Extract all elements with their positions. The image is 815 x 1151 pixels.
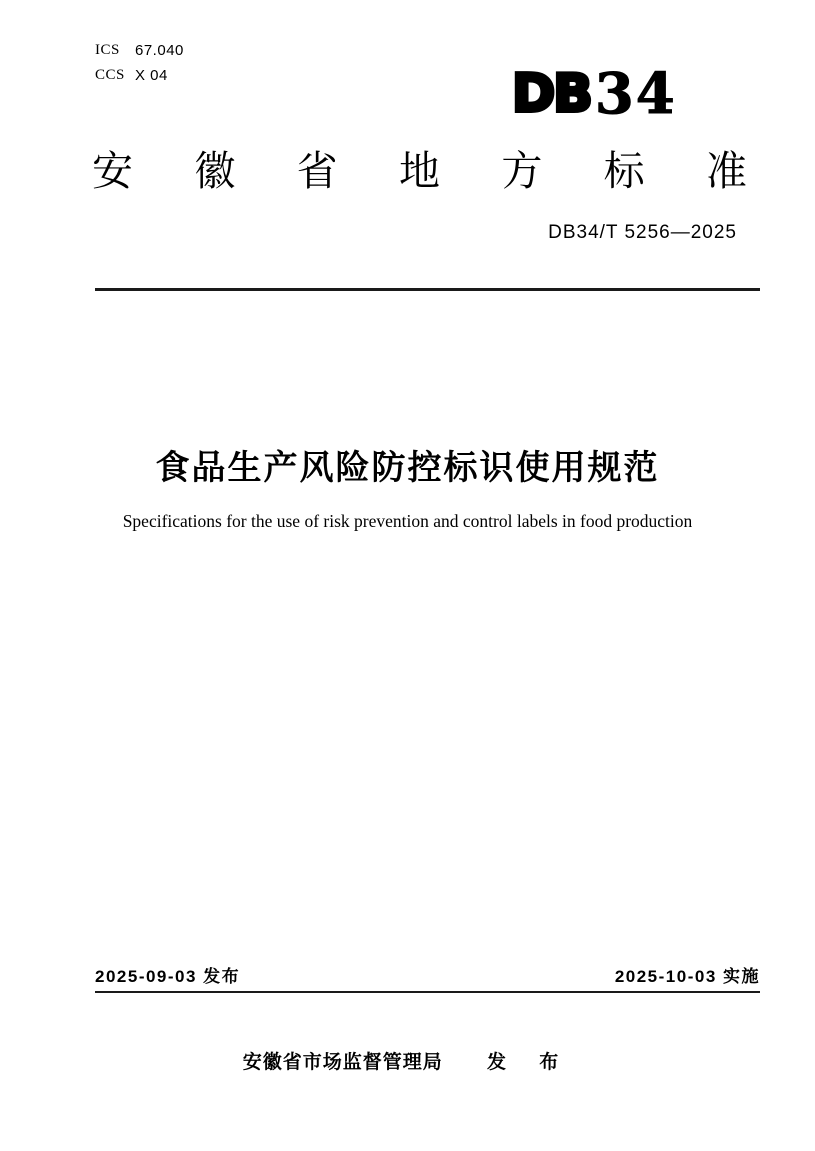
db34-logo-db-text: DB <box>512 64 591 124</box>
classification-codes <box>95 38 184 88</box>
standard-name-char: 省 <box>296 148 338 194</box>
ics-value: 67.040 <box>135 42 184 59</box>
standard-name-char: 地 <box>398 148 440 194</box>
standard-name-heading <box>92 148 747 194</box>
standard-name-char: 准 <box>705 148 747 194</box>
header-divider-line <box>95 288 760 291</box>
standard-name-char: 标 <box>603 148 645 194</box>
standard-name-char: 安 <box>92 148 133 194</box>
ccs-label: CCS <box>95 67 125 83</box>
db34-logo-number: 34 <box>594 61 677 127</box>
standard-number: DB34/T 5256—2025 <box>548 222 737 243</box>
document-title: 食品生产风险防控标识使用规范 <box>155 449 660 487</box>
ics-code-row <box>95 38 184 63</box>
issue-date: 2025-09-03 发布 <box>95 967 241 986</box>
ccs-value: X 04 <box>135 67 168 84</box>
publisher-line <box>0 1047 815 1074</box>
db34-logo <box>512 62 677 126</box>
implement-date: 2025-10-03 实施 <box>614 967 760 986</box>
footer-dates <box>95 962 760 987</box>
document-subtitle-english: Specifications for the use of risk prevention and control labels in food production <box>122 511 693 531</box>
ccs-code-row <box>95 63 184 88</box>
footer-divider-line <box>95 991 760 993</box>
publish-action: 发 布 <box>487 1052 573 1073</box>
standard-name-char: 方 <box>501 148 543 194</box>
publisher-name: 安徽省市场监督管理局 <box>242 1052 443 1073</box>
standard-name-char: 徽 <box>194 148 236 194</box>
ics-label: ICS <box>95 42 120 58</box>
